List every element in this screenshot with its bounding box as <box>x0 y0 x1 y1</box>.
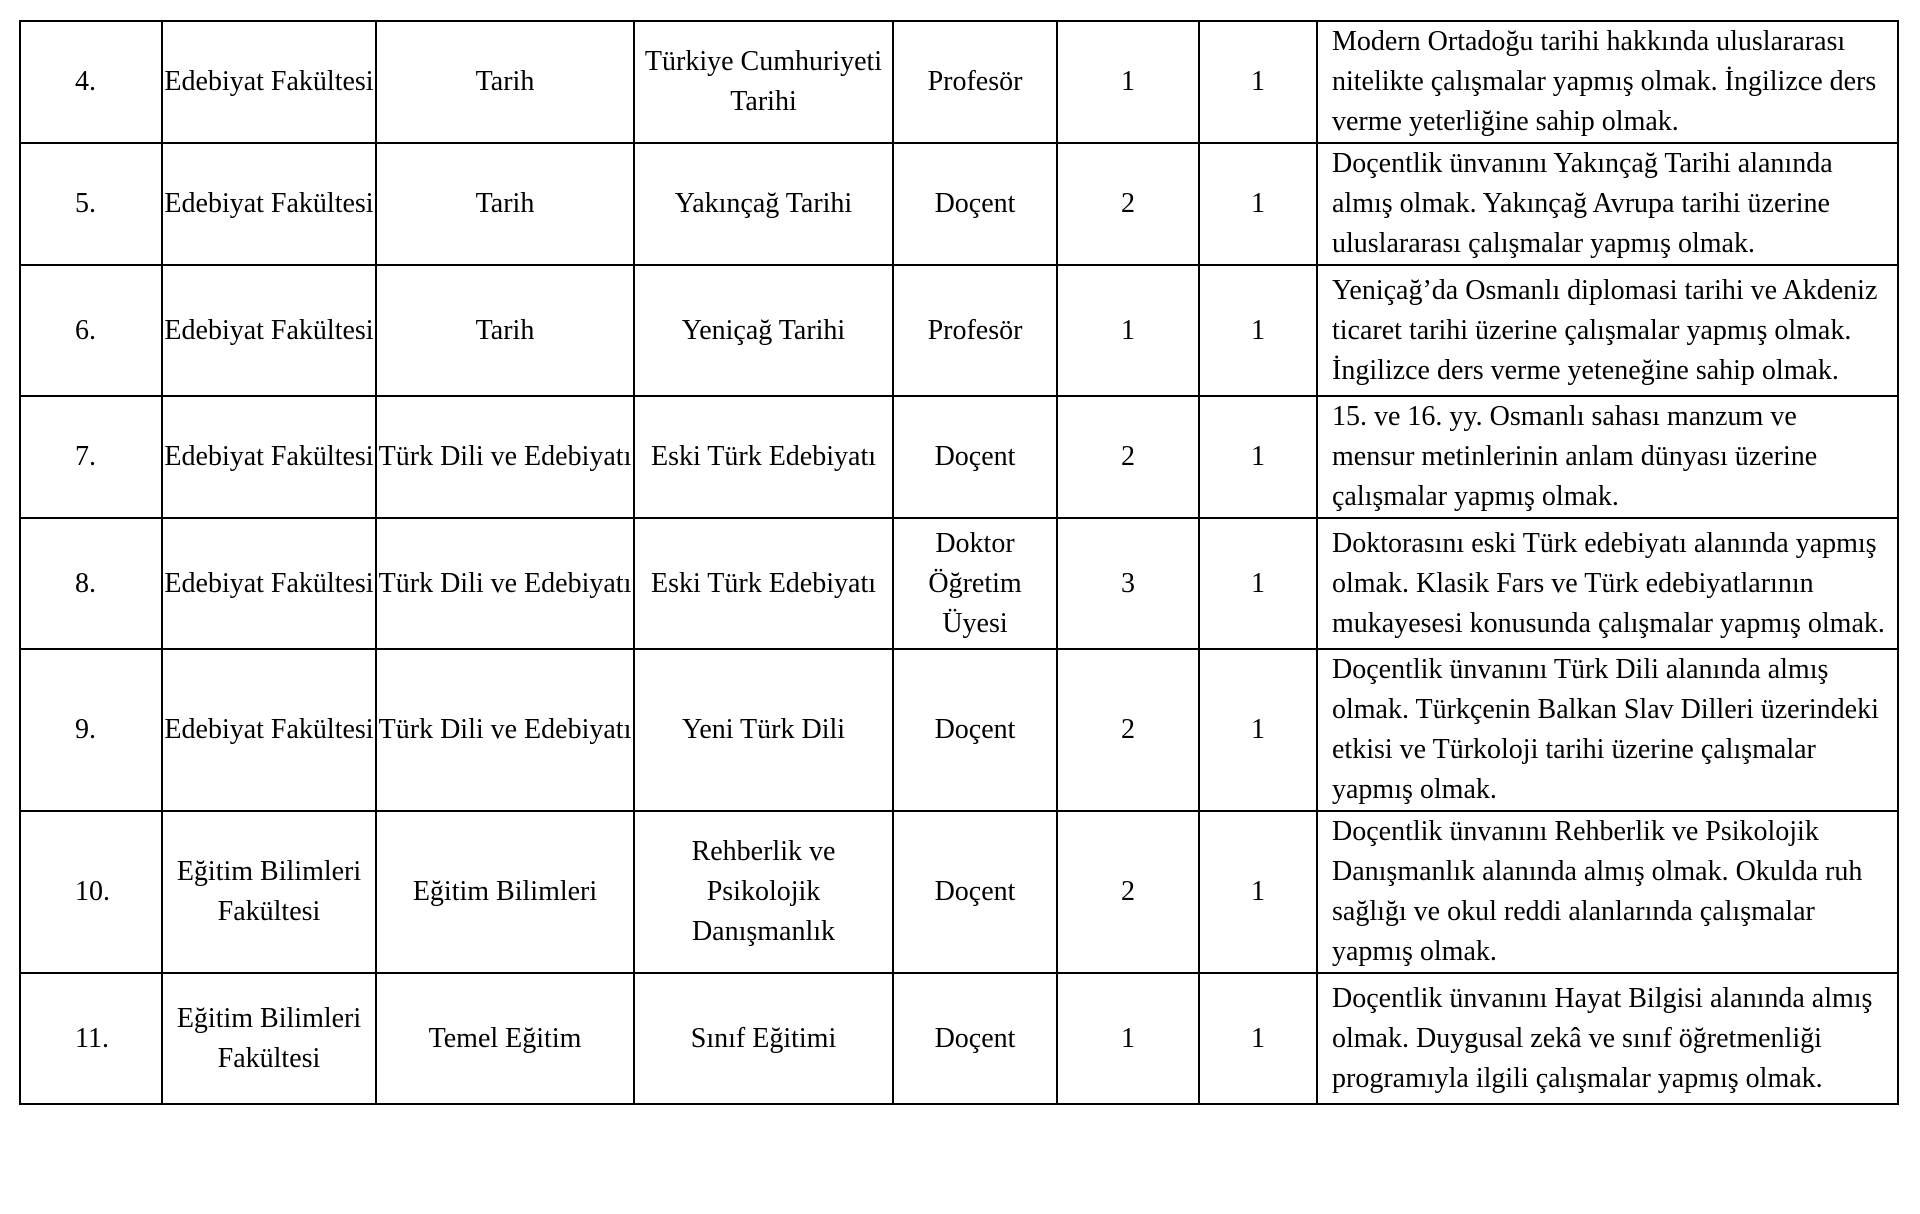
table-row <box>20 265 1898 396</box>
position-table <box>19 20 1899 1105</box>
subfield-cell: Yeniçağ Tarihi <box>634 265 893 396</box>
row-number: 7. <box>20 396 162 518</box>
department-cell: Tarih <box>376 143 634 265</box>
title-cell: Doçent <box>893 649 1057 811</box>
row-number: 9. <box>20 649 162 811</box>
table-row <box>20 518 1898 649</box>
title-cell: Doçent <box>893 396 1057 518</box>
count-b-cell: 1 <box>1199 21 1317 143</box>
subfield-cell: Türkiye Cumhuriyeti Tarihi <box>634 21 893 143</box>
title-cell: Profesör <box>893 265 1057 396</box>
faculty-cell: Edebiyat Fakültesi <box>162 21 376 143</box>
table-row <box>20 811 1898 973</box>
faculty-cell: Edebiyat Fakültesi <box>162 265 376 396</box>
subfield-cell: Eski Türk Edebiyatı <box>634 396 893 518</box>
description-cell: Doçentlik ünvanını Türk Dili alanında almış olmak. Türkçenin Balkan Slav Dilleri üzerindeki etkisi ve Türkoloji tarihi üzerine çalışmalar yapmış olmak. <box>1317 649 1898 811</box>
count-a-cell: 2 <box>1057 396 1199 518</box>
department-cell: Türk Dili ve Edebiyatı <box>376 649 634 811</box>
description-cell: Doçentlik ünvanını Yakınçağ Tarihi alanında almış olmak. Yakınçağ Avrupa tarihi üzerine uluslararası çalışmalar yapmış olmak. <box>1317 143 1898 265</box>
row-number: 10. <box>20 811 162 973</box>
description-cell: Doçentlik ünvanını Rehberlik ve Psikolojik Danışmanlık alanında almış olmak. Okulda ruh sağlığı ve okul reddi alanlarında çalışmalar yapmış olmak. <box>1317 811 1898 973</box>
row-number: 4. <box>20 21 162 143</box>
table-row <box>20 649 1898 811</box>
department-cell: Tarih <box>376 21 634 143</box>
table-body <box>20 21 1898 1104</box>
faculty-cell: Edebiyat Fakültesi <box>162 518 376 649</box>
count-a-cell: 1 <box>1057 265 1199 396</box>
department-cell: Eğitim Bilimleri <box>376 811 634 973</box>
department-cell: Temel Eğitim <box>376 973 634 1104</box>
faculty-cell: Eğitim Bilimleri Fakültesi <box>162 973 376 1104</box>
title-cell: Doçent <box>893 973 1057 1104</box>
description-cell: Doktorasını eski Türk edebiyatı alanında yapmış olmak. Klasik Fars ve Türk edebiyatlarının mukayesesi konusunda çalışmalar yapmış olmak. <box>1317 518 1898 649</box>
title-cell: Doçent <box>893 811 1057 973</box>
department-cell: Tarih <box>376 265 634 396</box>
subfield-cell: Sınıf Eğitimi <box>634 973 893 1104</box>
count-b-cell: 1 <box>1199 396 1317 518</box>
row-number: 11. <box>20 973 162 1104</box>
faculty-cell: Edebiyat Fakültesi <box>162 649 376 811</box>
table-row <box>20 396 1898 518</box>
description-cell: Modern Ortadoğu tarihi hakkında uluslararası nitelikte çalışmalar yapmış olmak. İngilizce ders verme yeterliğine sahip olmak. <box>1317 21 1898 143</box>
count-a-cell: 2 <box>1057 143 1199 265</box>
subfield-cell: Eski Türk Edebiyatı <box>634 518 893 649</box>
subfield-cell: Yakınçağ Tarihi <box>634 143 893 265</box>
faculty-cell: Edebiyat Fakültesi <box>162 396 376 518</box>
subfield-cell: Rehberlik ve Psikolojik Danışmanlık <box>634 811 893 973</box>
table-row <box>20 973 1898 1104</box>
department-cell: Türk Dili ve Edebiyatı <box>376 396 634 518</box>
description-cell: Doçentlik ünvanını Hayat Bilgisi alanında almış olmak. Duygusal zekâ ve sınıf öğretmenliği programıyla ilgili çalışmalar yapmış olmak. <box>1317 973 1898 1104</box>
description-cell: Yeniçağ’da Osmanlı diplomasi tarihi ve Akdeniz ticaret tarihi üzerine çalışmalar yapmış olmak. İngilizce ders verme yeteneğine sahip olmak. <box>1317 265 1898 396</box>
count-a-cell: 1 <box>1057 973 1199 1104</box>
count-a-cell: 2 <box>1057 811 1199 973</box>
count-b-cell: 1 <box>1199 811 1317 973</box>
title-cell: Doktor Öğretim Üyesi <box>893 518 1057 649</box>
row-number: 8. <box>20 518 162 649</box>
count-b-cell: 1 <box>1199 143 1317 265</box>
count-a-cell: 2 <box>1057 649 1199 811</box>
count-b-cell: 1 <box>1199 649 1317 811</box>
count-b-cell: 1 <box>1199 518 1317 649</box>
count-a-cell: 1 <box>1057 21 1199 143</box>
count-a-cell: 3 <box>1057 518 1199 649</box>
department-cell: Türk Dili ve Edebiyatı <box>376 518 634 649</box>
description-cell: 15. ve 16. yy. Osmanlı sahası manzum ve mensur metinlerinin anlam dünyası üzerine çalışmalar yapmış olmak. <box>1317 396 1898 518</box>
subfield-cell: Yeni Türk Dili <box>634 649 893 811</box>
row-number: 6. <box>20 265 162 396</box>
title-cell: Doçent <box>893 143 1057 265</box>
table-row <box>20 21 1898 143</box>
row-number: 5. <box>20 143 162 265</box>
count-b-cell: 1 <box>1199 265 1317 396</box>
faculty-cell: Edebiyat Fakültesi <box>162 143 376 265</box>
count-b-cell: 1 <box>1199 973 1317 1104</box>
faculty-cell: Eğitim Bilimleri Fakültesi <box>162 811 376 973</box>
title-cell: Profesör <box>893 21 1057 143</box>
table-row <box>20 143 1898 265</box>
